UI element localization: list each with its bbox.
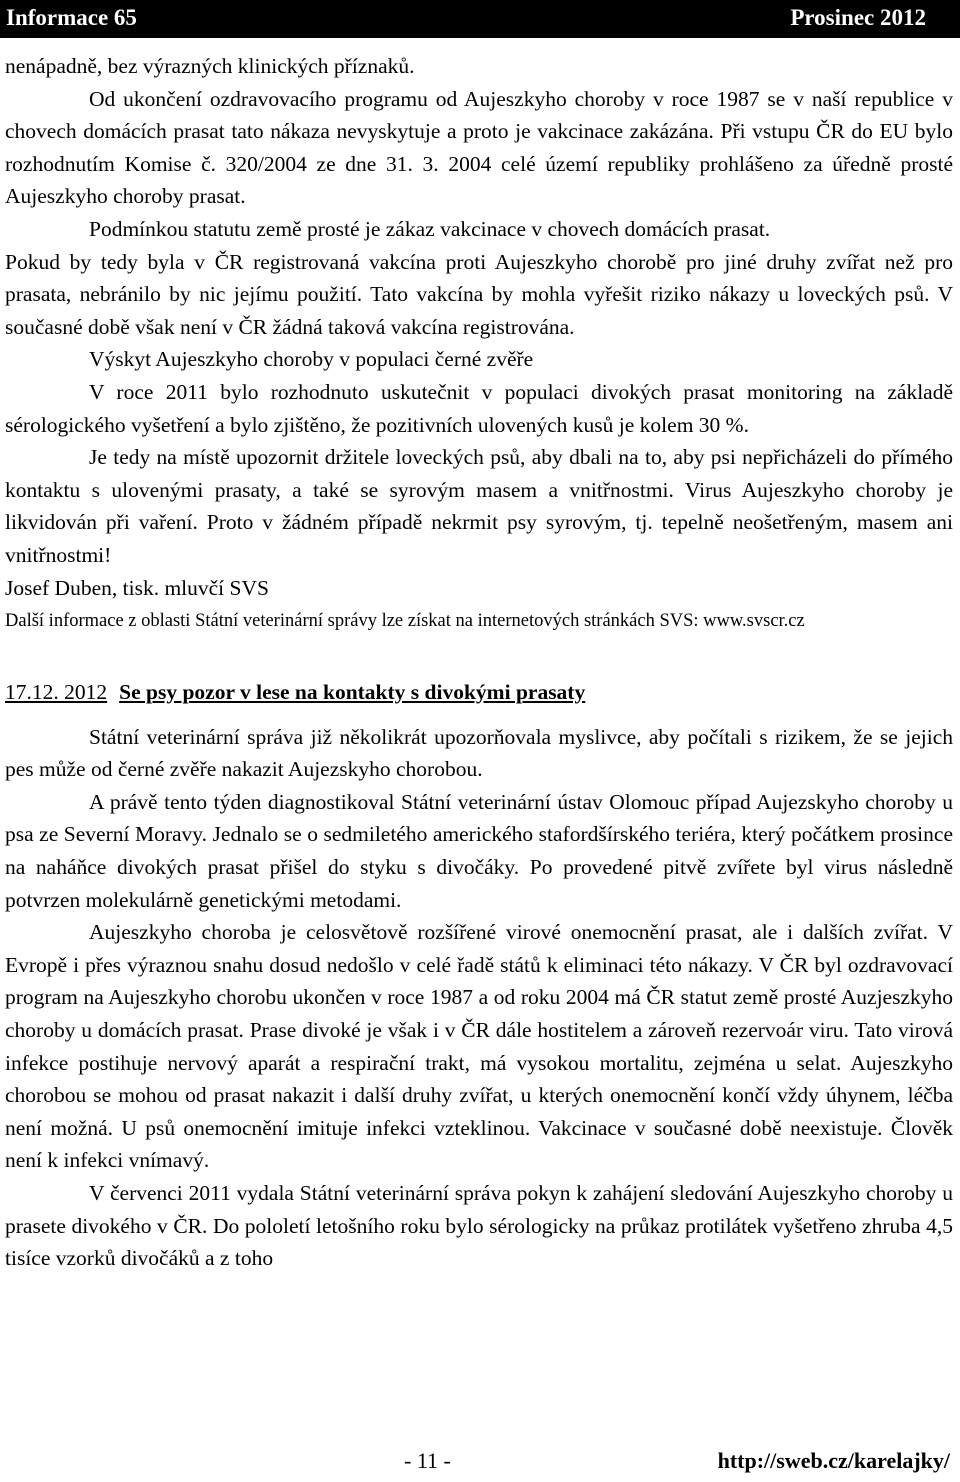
paragraph: Pokud by tedy byla v ČR registrovaná vakcína proti Aujeszkyho chorobě pro jiné druhy zvířat než pro prasata, nebránilo by nic jejímu použití. Tato vakcína by mohla vyřešit riziko nákazy u loveckých psů. V současné době však není v ČR žádná taková vakcína registrována. [5,249,953,339]
paragraph: V roce 2011 bylo rozhodnuto uskutečnit v populaci divokých prasat monitoring na základě sérologického vyšetření a bylo zjištěno, že pozitivních ulovených kusů je kolem 30 %. [5,379,953,437]
article-heading [5,675,953,709]
paragraph: Od ukončení ozdravovacího programu od Aujeszkyho choroby v roce 1987 se v naší republice v chovech domácích prasat tato nákaza nevyskytuje a proto je vakcinace zakázána. Při vstupu ČR do EU bylo rozhodnutím Komise č. 320/2004 ze dne 31. 3. 2004 celé území republiky prohlášeno za úředně prosté Aujeszkyho choroby prasat. [5,86,953,209]
issue-date: Prosinec 2012 [790,5,926,30]
paragraph: V červenci 2011 vydala Státní veterinární správa pokyn k zahájení sledování Aujeszkyho choroby u prasete divokého v ČR. Do pololetí letošního roku bylo sérologicky na průkaz protilátek vyšetřeno zhruba 4,5 tisíce vzorků divočáků a z toho [5,1180,953,1271]
article-date: 17.12. 2012 [5,679,108,704]
newsletter-issue: Informace 65 [6,5,137,30]
website-link[interactable]: http://sweb.cz/karelajky/ [717,1448,950,1473]
section-subheading: Výskyt Aujeszkyho choroby v populaci černé zvěře [89,347,534,372]
page-footer [0,1448,960,1478]
article-title: Se psy pozor v lese na kontakty s divokými prasaty [119,679,586,704]
page-number: - 11 - [404,1448,451,1473]
paragraph: Je tedy na místě upozornit držitele loveckých psů, aby dbali na to, aby psi nepřicházeli do přímého kontaktu s ulovenými prasaty, a také se syrovým masem a vnitřnostmi. Virus Aujeszkyho choroby je likvidován při vaření. Proto v žádném případě nekrmit psy syrovým, tj. tepelně neošetřeným, masem ani vnitřnostmi! [5,445,953,567]
paragraph: Podmínkou statutu země prosté je zákaz vakcinace v chovech domácích prasat. [89,216,771,241]
page-header [0,0,960,38]
article-body [5,50,953,1275]
author-signature: Josef Duben, tisk. mluvčí SVS [5,575,269,600]
paragraph: nenápadně, bez výrazných klinických příznaků. [5,54,415,78]
paragraph: Státní veterinární správa již několikrát upozorňovala myslivce, aby počítali s rizikem, že se jejich pes může od černé zvěře nakazit Aujezskyho chorobou. [5,724,953,782]
more-info-note: Další informace z oblasti Státní veterinární správy lze získat na internetových stránkách SVS: www.svscr.cz [5,611,805,632]
paragraph: Aujeszkyho choroba je celosvětově rozšířené virové onemocnění prasat, ale i dalších zvířat. V Evropě i přes výraznou snahu dosud nedošlo v celé řadě států k eliminaci této nákazy. V ČR byl ozdravovací program na Aujeszkyho chorobu ukončen v roce 1987 a od roku 2004 má ČR statut země prosté Auzjeszkyho choroby u domácích prasat. Prase divoké je však i v ČR dále hostitelem a zároveň rezervoár viru. Tato virová infekce postihuje nervový aparát a respirační trakt, má vysokou mortalitu, zejména u selat. Aujeszkyho chorobou se mohou od prasat nakazit i další druhy zvířat, u kterých onemocnění končí vždy úhynem, léčba není možná. U psů onemocnění imituje infekci vzteklinou. Vakcinace v současné době neexistuje. Člověk není k infekci vnímavý. [5,920,953,1173]
paragraph: A právě tento týden diagnostikoval Státní veterinární ústav Olomouc případ Aujezskyho choroby u psa ze Severní Moravy. Jednalo se o sedmiletého amerického stafordšírského teriéra, který počátkem prosince na naháňce divokých prasat přišel do styku s divočáky. Po provedené pitvě zvířete byl virus následně potvrzen molekulárně genetickými metodami. [5,789,953,912]
